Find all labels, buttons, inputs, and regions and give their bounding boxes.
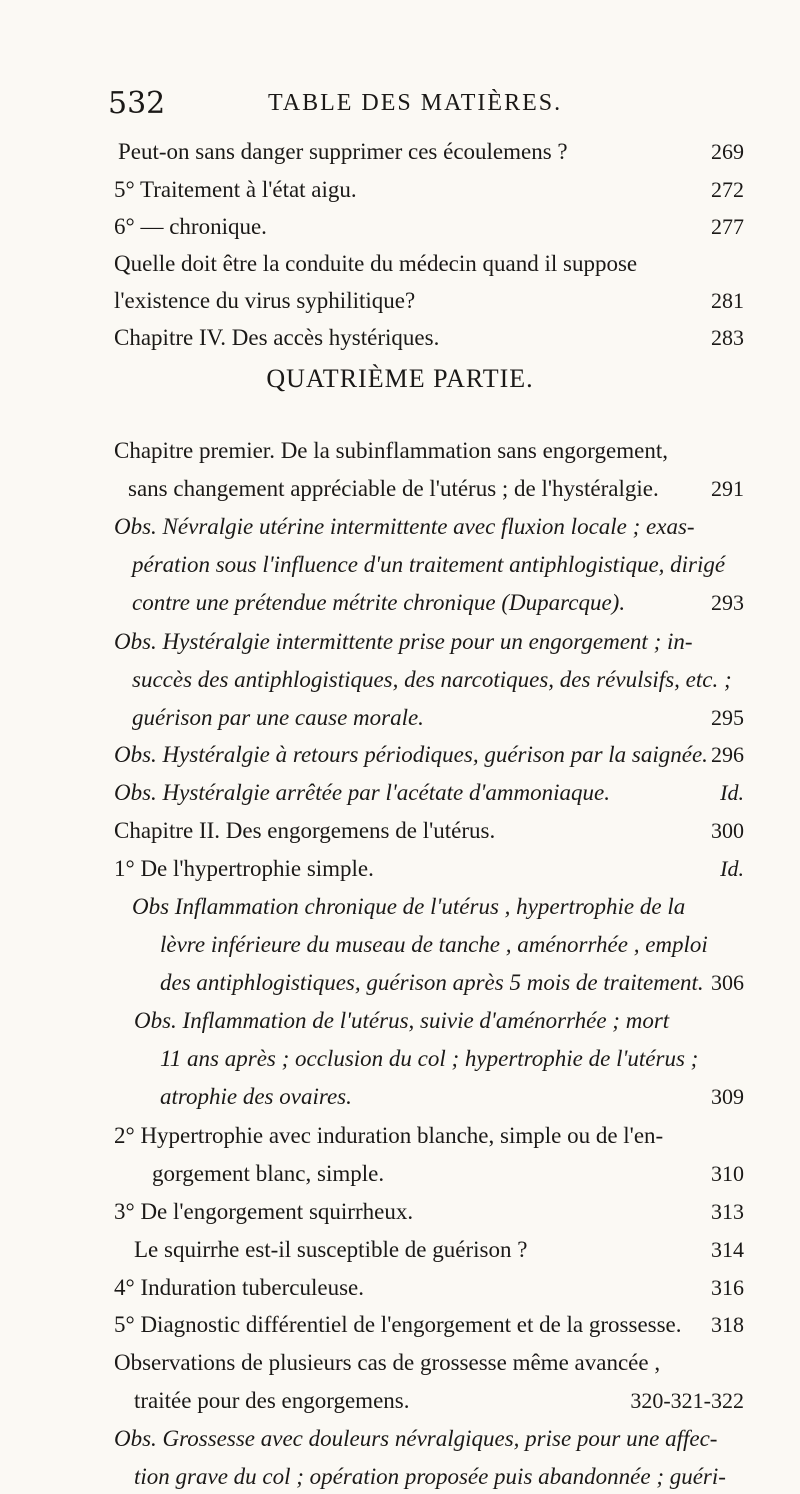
toc-entry (114, 1157, 744, 1191)
toc-entry (114, 1042, 744, 1076)
toc-entry (114, 663, 744, 697)
toc-entry (114, 814, 744, 848)
toc-entry-text: 3° De l'engorgement squirrheux. (114, 1199, 414, 1224)
toc-entry (114, 1271, 744, 1305)
toc-entry-text: Peut-on sans danger supprimer ces écoulemens ? (118, 139, 568, 164)
toc-entry (114, 928, 744, 962)
toc-page-ref: 293 (711, 590, 744, 615)
toc-page-ref: 310 (711, 1161, 744, 1186)
toc-entry (114, 966, 744, 1000)
toc-entry (114, 586, 744, 620)
toc-entry-text: 1° De l'hypertrophie simple. (114, 856, 374, 881)
toc-entry (114, 738, 744, 772)
toc-page-ref: Id. (720, 780, 744, 805)
toc-entry (114, 210, 744, 244)
toc-entry-text: Obs Inflammation chronique de l'utérus , hypertrophie de la (132, 894, 686, 919)
toc-page-ref: 314 (711, 1237, 744, 1262)
toc-entry (114, 1460, 744, 1494)
toc-entry (114, 548, 744, 582)
toc-entry (114, 1195, 744, 1229)
toc-entry-text: atrophie des ovaires. (160, 1084, 352, 1109)
toc-entry-text: Chapitre premier. De la subinflammation sans engorgement, (114, 438, 668, 463)
toc-page-ref: 277 (711, 214, 744, 239)
toc-page-ref: 306 (711, 970, 744, 995)
toc-entry (114, 1119, 744, 1153)
toc-entry-text: Obs. Hystéralgie arrêtée par l'acétate d'ammoniaque. (114, 780, 610, 805)
toc-entry-text: Obs. Hystéralgie à retours périodiques, guérison par la saignée. (114, 742, 708, 767)
toc-entry-text: 2° Hypertrophie avec induration blanche, simple ou de l'en- (114, 1123, 664, 1148)
toc-entry-text: Obs. Inflammation de l'utérus, suivie d'aménorrhée ; mort (134, 1008, 670, 1033)
toc-entry (114, 625, 744, 659)
toc-entry (114, 1346, 744, 1380)
toc-entry (114, 1233, 744, 1267)
toc-entry (114, 890, 744, 924)
toc-entry (114, 434, 744, 468)
toc-entry-text: traitée pour des engorgemens. (134, 1388, 410, 1413)
toc-entry (114, 510, 744, 544)
toc-page-ref: 272 (711, 177, 744, 202)
toc-entry-text: Le squirrhe est-il susceptible de guérison ? (134, 1237, 528, 1262)
toc-page-ref: 320-321-322 (630, 1388, 744, 1413)
toc-entry (114, 173, 744, 207)
toc-entry (114, 1004, 744, 1038)
toc-page-ref: Id. (720, 856, 744, 881)
toc-entry-text: Observations de plusieurs cas de grossesse même avancée , (114, 1350, 661, 1375)
toc-page-ref: 318 (711, 1312, 744, 1337)
toc-entry (114, 135, 744, 169)
toc-entry-text: Quelle doit être la conduite du médecin quand il suppose (114, 251, 638, 276)
toc-entry-text: des antiphlogistiques, guérison après 5 mois de traitement. (160, 970, 704, 995)
section-title: QUATRIÈME PARTIE. (266, 364, 534, 393)
toc-entry-text: 4° Induration tuberculeuse. (114, 1275, 364, 1300)
toc-page-ref: 291 (711, 476, 744, 501)
toc-page-ref: 295 (711, 705, 744, 730)
page-number: 532 (108, 86, 166, 121)
toc-entry-text: Chapitre II. Des engorgemens de l'utérus. (114, 818, 496, 843)
toc-entry-text: lèvre inférieure du museau de tanche , aménorrhée , emploi (160, 932, 708, 957)
toc-entry (114, 1308, 744, 1342)
toc-entry-text: guérison par une cause morale. (132, 705, 424, 730)
toc-entry (114, 284, 744, 318)
toc-entry-text: 6° — chronique. (114, 214, 267, 239)
toc-entry-text: l'existence du virus syphilitique? (114, 288, 416, 313)
toc-entry (114, 701, 744, 735)
toc-entry-text: sans changement appréciable de l'utérus ; de l'hystéralgie. (128, 476, 659, 501)
toc-entry (114, 776, 744, 810)
toc-entry-text: 5° Diagnostic différentiel de l'engorgement et de la grossesse. (114, 1312, 682, 1337)
toc-entry-text: contre une prétendue métrite chronique (Duparcque). (132, 590, 626, 615)
toc-entry-text: pération sous l'influence d'un traitement antiphlogistique, dirigé (132, 552, 726, 577)
toc-entry-text: Obs. Hystéralgie intermittente prise pour un engorgement ; in- (114, 629, 693, 654)
toc-page-ref: 269 (711, 139, 744, 164)
toc-entry (114, 852, 744, 886)
toc-page-ref: 313 (711, 1199, 744, 1224)
toc-entry-text: Obs. Névralgie utérine intermittente avec fluxion locale ; exas- (114, 514, 695, 539)
toc-entry-text: 5° Traitement à l'état aigu. (114, 177, 357, 202)
toc-entry-text: Chapitre IV. Des accès hystériques. (114, 325, 440, 350)
toc-entry (114, 1384, 744, 1418)
toc-entry-text: succès des antiphlogistiques, des narcotiques, des révulsifs, etc. ; (132, 667, 732, 692)
toc-page-ref: 300 (711, 818, 744, 843)
toc-entry (114, 1080, 744, 1114)
toc-entry-text: tion grave du col ; opération proposée puis abandonnée ; guéri- (134, 1464, 726, 1489)
toc-entry (114, 321, 744, 355)
toc-entry (114, 247, 744, 281)
toc-page-ref: 309 (711, 1084, 744, 1109)
toc-entry-text: 11 ans après ; occlusion du col ; hypertrophie de l'utérus ; (160, 1046, 699, 1071)
toc-entry-text: Obs. Grossesse avec douleurs névralgiques, prise pour une affec- (114, 1426, 718, 1451)
toc-page-ref: 283 (711, 325, 744, 350)
page-header (108, 86, 748, 126)
toc-entry-text: gorgement blanc, simple. (152, 1161, 385, 1186)
toc-entry (114, 1422, 744, 1456)
toc-page-ref: 281 (711, 288, 744, 313)
running-title: TABLE DES MATIÈRES. (268, 90, 563, 116)
toc-page-ref: 296 (711, 742, 744, 767)
toc-page-ref: 316 (711, 1275, 744, 1300)
toc-entry (114, 472, 744, 506)
